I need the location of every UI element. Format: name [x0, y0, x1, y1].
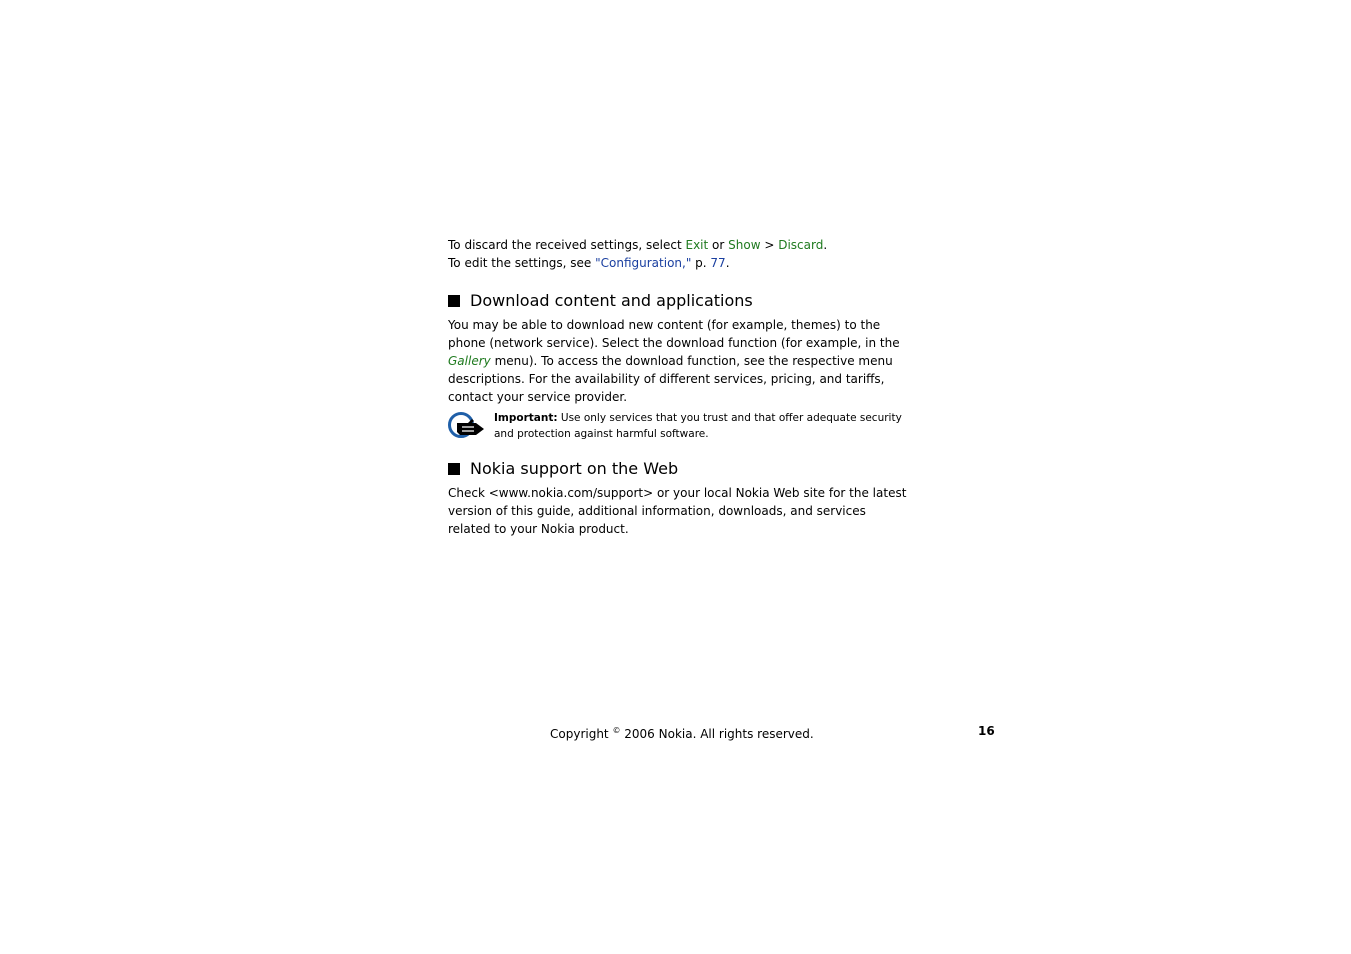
- support-body: Check <www.nokia.com/support> or your local Nokia Web site for the latest version of this guide, additional information, downloads, and services related to your Nokia product.: [448, 486, 907, 536]
- intro-line-2: [448, 254, 908, 272]
- copyright-footer: [550, 722, 814, 743]
- gallery-menu-name: Gallery: [448, 354, 491, 368]
- copyright-symbol: ©: [612, 726, 621, 735]
- discard-option: Discard: [778, 238, 824, 252]
- period-text: .: [823, 238, 828, 252]
- important-hand-icon: [448, 410, 486, 442]
- page-prefix-text: p.: [691, 256, 711, 270]
- show-option: Show: [728, 238, 761, 252]
- heading-bullet-icon: [448, 295, 460, 307]
- page-content: [448, 236, 908, 538]
- copyright-suffix: 2006 Nokia. All rights reserved.: [620, 727, 814, 741]
- important-text: Use only services that you trust and that offer adequate security and protection against harmful software.: [494, 412, 902, 440]
- download-heading-text: Download content and applications: [470, 291, 753, 310]
- intro-text: To discard the received settings, select: [448, 238, 686, 252]
- edit-text: To edit the settings, see: [448, 256, 596, 270]
- gt-text: >: [760, 238, 779, 252]
- page-77-link[interactable]: 77: [710, 256, 726, 270]
- download-body-part-1: You may be able to download new content (for example, themes) to the phone (network service). Select the download function (for example, in the: [448, 318, 900, 350]
- support-heading-text: Nokia support on the Web: [470, 459, 679, 478]
- download-body-part-2: menu). To access the download function, see the respective menu descriptions. For the availability of different services, pricing, and tariffs, contact your service provider.: [448, 354, 893, 404]
- page-number: 16: [978, 724, 995, 738]
- support-heading: [448, 458, 908, 480]
- exit-option: Exit: [685, 238, 709, 252]
- copyright-prefix: Copyright: [550, 727, 613, 741]
- configuration-link[interactable]: "Configuration,": [595, 256, 692, 270]
- important-note-text: [494, 410, 908, 442]
- heading-bullet-icon: [448, 463, 460, 475]
- important-note: [448, 410, 908, 442]
- intro-line-1: [448, 236, 908, 254]
- important-label: Important:: [494, 412, 558, 424]
- or-text: or: [708, 238, 729, 252]
- download-heading: [448, 290, 908, 312]
- download-body: [448, 316, 908, 406]
- line-2-suffix: .: [725, 256, 730, 270]
